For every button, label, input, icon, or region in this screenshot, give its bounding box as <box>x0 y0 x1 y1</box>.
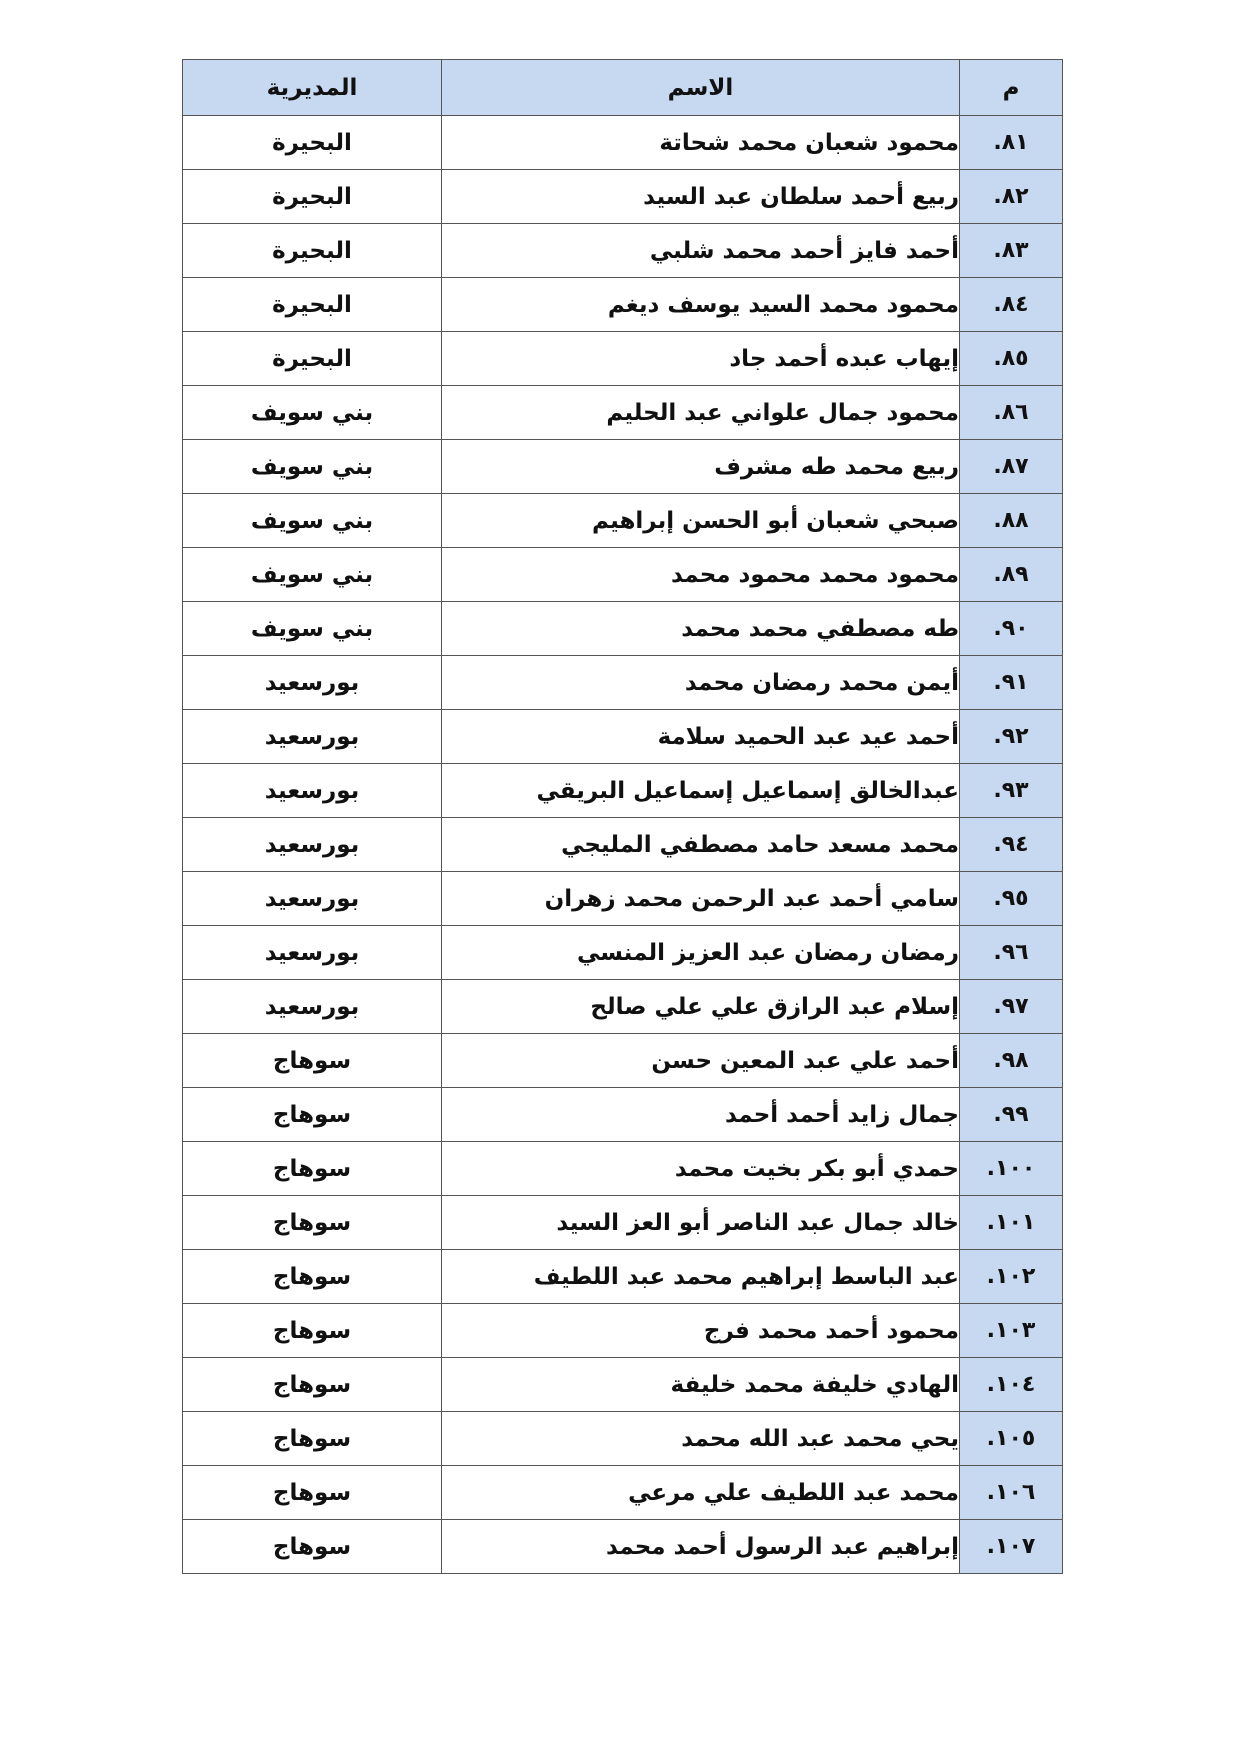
table-row <box>183 1520 1063 1574</box>
directorate-name: سوهاج <box>183 1196 442 1250</box>
directorate-name: سوهاج <box>183 1142 442 1196</box>
table-row <box>183 1196 1063 1250</box>
directorate-name: بورسعيد <box>183 656 442 710</box>
row-number: ٨٧. <box>960 440 1063 494</box>
directorate-name: بني سويف <box>183 602 442 656</box>
table-row <box>183 1412 1063 1466</box>
row-number: ١٠٣. <box>960 1304 1063 1358</box>
person-name: ربيع محمد طه مشرف <box>442 440 960 494</box>
row-number: ١٠٧. <box>960 1520 1063 1574</box>
table-row <box>183 1088 1063 1142</box>
person-name: محمود محمد محمود محمد <box>442 548 960 602</box>
table-header <box>183 60 1063 116</box>
names-table <box>182 59 1063 1574</box>
person-name: محمد عبد اللطيف علي مرعي <box>442 1466 960 1520</box>
directorate-name: بورسعيد <box>183 872 442 926</box>
directorate-name: بورسعيد <box>183 764 442 818</box>
directorate-name: بورسعيد <box>183 926 442 980</box>
table-row <box>183 116 1063 170</box>
person-name: محمود شعبان محمد شحاتة <box>442 116 960 170</box>
table-body <box>183 116 1063 1574</box>
directorate-name: سوهاج <box>183 1250 442 1304</box>
row-number: ١٠٥. <box>960 1412 1063 1466</box>
header-directorate: المديرية <box>183 60 442 116</box>
row-number: ٨٤. <box>960 278 1063 332</box>
row-number: ١٠٦. <box>960 1466 1063 1520</box>
table-row <box>183 440 1063 494</box>
row-number: ٨٢. <box>960 170 1063 224</box>
row-number: ١٠٠. <box>960 1142 1063 1196</box>
directorate-name: سوهاج <box>183 1412 442 1466</box>
directorate-name: بورسعيد <box>183 980 442 1034</box>
table-row <box>183 386 1063 440</box>
directorate-name: بني سويف <box>183 548 442 602</box>
person-name: عبدالخالق إسماعيل إسماعيل البريقي <box>442 764 960 818</box>
person-name: محمود جمال علواني عبد الحليم <box>442 386 960 440</box>
table-row <box>183 1034 1063 1088</box>
person-name: أحمد فايز أحمد محمد شلبي <box>442 224 960 278</box>
directorate-name: بني سويف <box>183 386 442 440</box>
person-name: الهادي خليفة محمد خليفة <box>442 1358 960 1412</box>
row-number: ٩٨. <box>960 1034 1063 1088</box>
row-number: ٩٢. <box>960 710 1063 764</box>
row-number: ١٠٢. <box>960 1250 1063 1304</box>
row-number: ١٠١. <box>960 1196 1063 1250</box>
table-row <box>183 710 1063 764</box>
person-name: محمد مسعد حامد مصطفي المليجي <box>442 818 960 872</box>
person-name: إيهاب عبده أحمد جاد <box>442 332 960 386</box>
table-row <box>183 332 1063 386</box>
person-name: ربيع أحمد سلطان عبد السيد <box>442 170 960 224</box>
person-name: رمضان رمضان عبد العزيز المنسي <box>442 926 960 980</box>
row-number: ٨٥. <box>960 332 1063 386</box>
table-row <box>183 224 1063 278</box>
header-name: الاسم <box>442 60 960 116</box>
table-row <box>183 278 1063 332</box>
table-row <box>183 494 1063 548</box>
document-page <box>182 59 1062 1574</box>
table-row <box>183 602 1063 656</box>
directorate-name: بني سويف <box>183 440 442 494</box>
directorate-name: بني سويف <box>183 494 442 548</box>
directorate-name: سوهاج <box>183 1034 442 1088</box>
directorate-name: سوهاج <box>183 1466 442 1520</box>
directorate-name: بورسعيد <box>183 710 442 764</box>
person-name: أحمد عيد عبد الحميد سلامة <box>442 710 960 764</box>
person-name: يحي محمد عبد الله محمد <box>442 1412 960 1466</box>
table-row <box>183 548 1063 602</box>
table-row <box>183 656 1063 710</box>
row-number: ٩٩. <box>960 1088 1063 1142</box>
person-name: إبراهيم عبد الرسول أحمد محمد <box>442 1520 960 1574</box>
directorate-name: سوهاج <box>183 1358 442 1412</box>
person-name: حمدي أبو بكر بخيت محمد <box>442 1142 960 1196</box>
row-number: ٩١. <box>960 656 1063 710</box>
header-number: م <box>960 60 1063 116</box>
row-number: ٨٦. <box>960 386 1063 440</box>
table-row <box>183 170 1063 224</box>
person-name: عبد الباسط إبراهيم محمد عبد اللطيف <box>442 1250 960 1304</box>
row-number: ٩٤. <box>960 818 1063 872</box>
row-number: ٩٣. <box>960 764 1063 818</box>
row-number: ٩٠. <box>960 602 1063 656</box>
person-name: سامي أحمد عبد الرحمن محمد زهران <box>442 872 960 926</box>
table-row <box>183 1304 1063 1358</box>
table-row <box>183 818 1063 872</box>
person-name: جمال زايد أحمد أحمد <box>442 1088 960 1142</box>
table-row <box>183 1142 1063 1196</box>
directorate-name: البحيرة <box>183 224 442 278</box>
table-row <box>183 1466 1063 1520</box>
table-row <box>183 926 1063 980</box>
directorate-name: البحيرة <box>183 278 442 332</box>
person-name: صبحي شعبان أبو الحسن إبراهيم <box>442 494 960 548</box>
person-name: أحمد علي عبد المعين حسن <box>442 1034 960 1088</box>
row-number: ١٠٤. <box>960 1358 1063 1412</box>
table-row <box>183 1250 1063 1304</box>
person-name: طه مصطفي محمد محمد <box>442 602 960 656</box>
directorate-name: بورسعيد <box>183 818 442 872</box>
row-number: ٩٧. <box>960 980 1063 1034</box>
person-name: محمود محمد السيد يوسف ديغم <box>442 278 960 332</box>
table-row <box>183 1358 1063 1412</box>
row-number: ٩٦. <box>960 926 1063 980</box>
row-number: ٨٣. <box>960 224 1063 278</box>
directorate-name: سوهاج <box>183 1088 442 1142</box>
directorate-name: البحيرة <box>183 116 442 170</box>
row-number: ٩٥. <box>960 872 1063 926</box>
table-row <box>183 764 1063 818</box>
row-number: ٨٩. <box>960 548 1063 602</box>
row-number: ٨١. <box>960 116 1063 170</box>
person-name: إسلام عبد الرازق علي علي صالح <box>442 980 960 1034</box>
person-name: خالد جمال عبد الناصر أبو العز السيد <box>442 1196 960 1250</box>
directorate-name: البحيرة <box>183 170 442 224</box>
person-name: أيمن محمد رمضان محمد <box>442 656 960 710</box>
row-number: ٨٨. <box>960 494 1063 548</box>
directorate-name: البحيرة <box>183 332 442 386</box>
directorate-name: سوهاج <box>183 1520 442 1574</box>
directorate-name: سوهاج <box>183 1304 442 1358</box>
table-row <box>183 872 1063 926</box>
person-name: محمود أحمد محمد فرج <box>442 1304 960 1358</box>
table-row <box>183 980 1063 1034</box>
header-row <box>183 60 1063 116</box>
